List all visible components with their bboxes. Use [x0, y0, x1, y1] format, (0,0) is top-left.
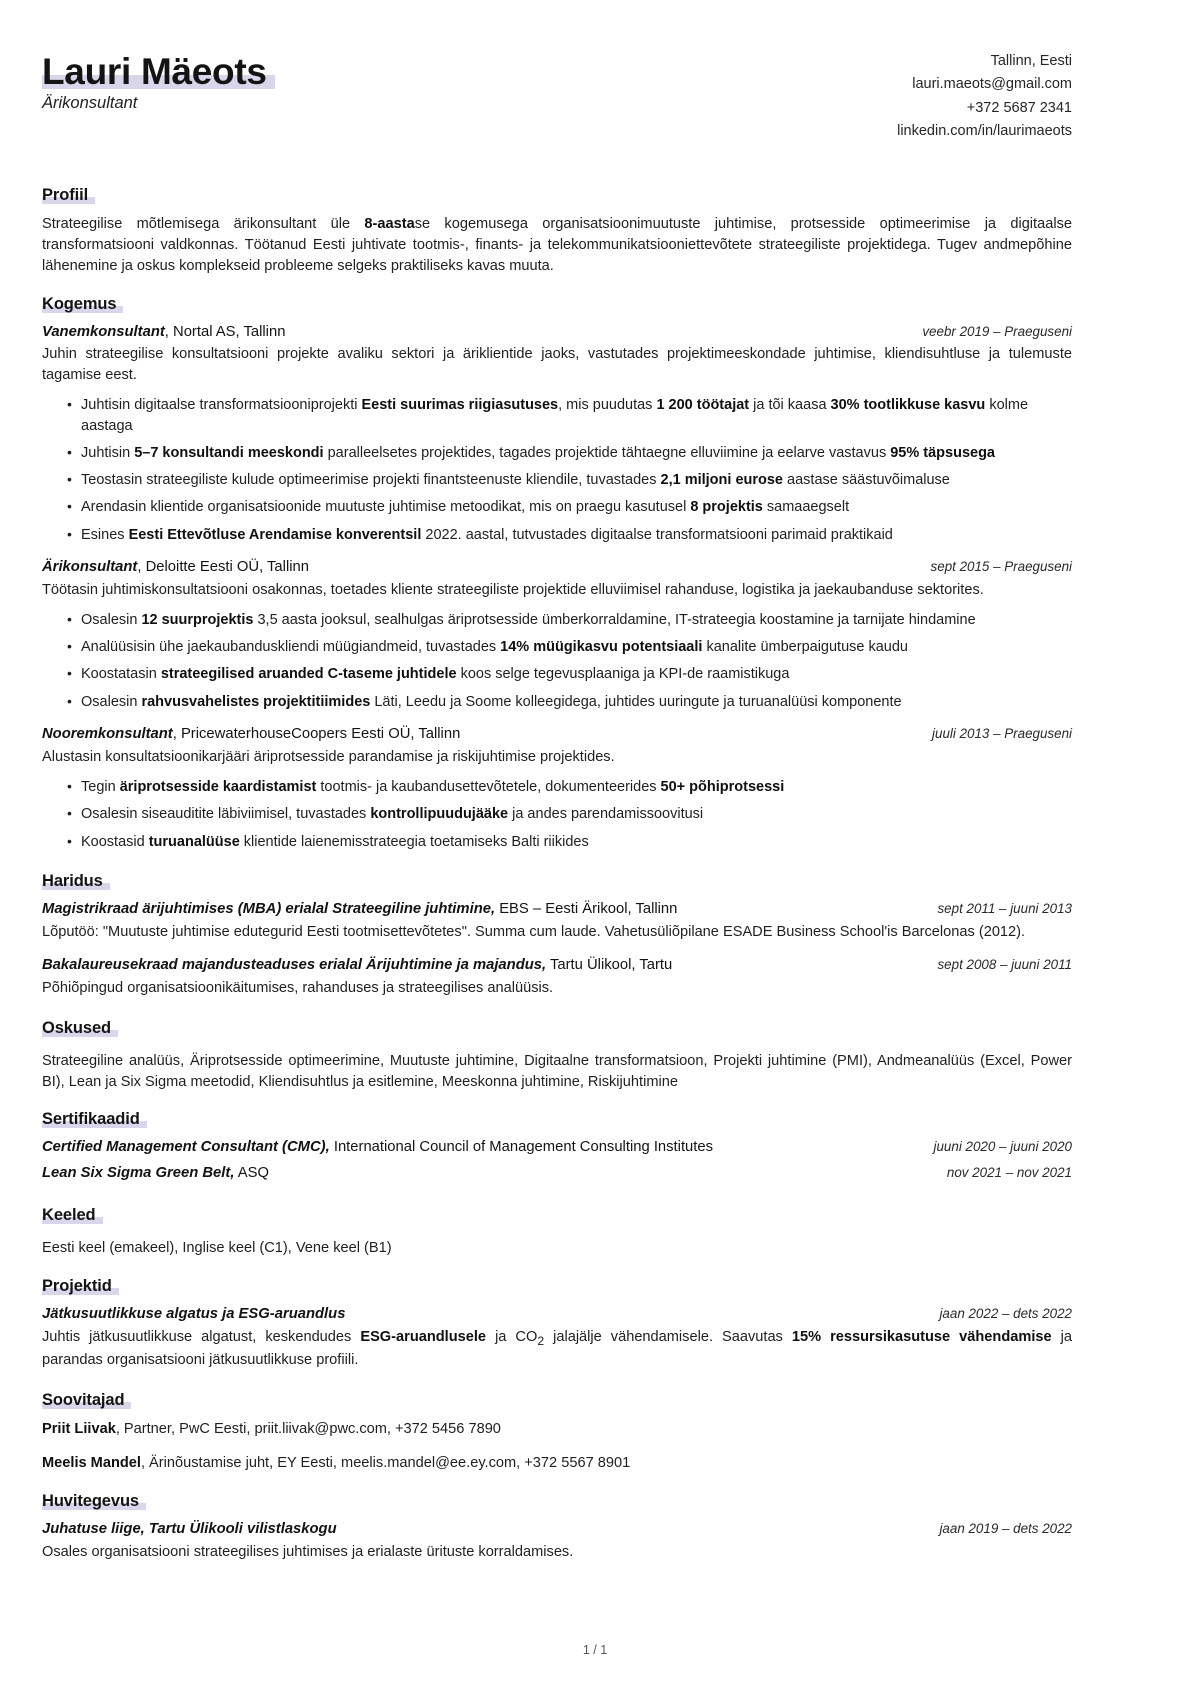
contact-location: Tallinn, Eesti — [990, 53, 1072, 69]
section-title-references: Soovitajad — [42, 1391, 125, 1410]
candidate-name: Lauri Mäeots — [42, 51, 267, 92]
experience-entry — [42, 725, 1072, 852]
section-title-education: Haridus — [42, 872, 103, 891]
education-entry-date: sept 2011 – juuni 2013 — [937, 901, 1072, 917]
experience-bullet: • Juhtisin digitaalse transformatsiooniprojekti Eesti suurimas riigiasutuses, mis puudutas 1 200 töötajat ja tõi kaasa 30% tootlikkuse kasvu kolme aastaga — [67, 395, 1072, 436]
section-title-certificates: Sertifikaadid — [42, 1110, 140, 1129]
page-footer: 1 / 1 — [582, 1643, 608, 1657]
experience-bullet: • Teostasin strateegiliste kulude optimeerimise projekti finantsteenuste kliendile, tuvastades 2,1 miljoni eurose aastase säästuvõimaluse — [67, 470, 1072, 491]
activity-entry-date: jaan 2019 – dets 2022 — [939, 1520, 1072, 1536]
experience-entry-title: Nooremkonsultant, PricewaterhouseCoopers Eesti OÜ, Tallinn — [42, 726, 461, 743]
experience-entry-title: Vanemkonsultant, Nortal AS, Tallinn — [42, 323, 286, 340]
activity-entry-title: Juhatuse liige, Tartu Ülikooli vilistlaskogu — [42, 1520, 337, 1537]
education-entry-head — [42, 900, 1072, 920]
section-title-languages: Keeled — [42, 1206, 96, 1225]
section-title-experience: Kogemus — [42, 294, 117, 313]
references-list — [42, 1419, 1072, 1473]
experience-bullet-list — [42, 395, 1072, 545]
contact-phone[interactable]: +372 5687 2341 — [966, 99, 1072, 116]
project-entry-description: Juhtis jätkusuutlikkuse algatust, keskendudes ESG-aruandlusele ja $CO_2$ jalajälje vähendamisele. Saavutas 15% ressursikasutuse vähendamise ja parandas organisatsiooni jätkusuutlikkuse profiili. — [42, 1329, 1073, 1369]
experience-bullet: • Osalesin siseauditite läbiviimisel, tuvastades kontrollipuudujääke ja andes parendamissoovitusi — [67, 804, 1072, 825]
section-title-projects: Projektid — [42, 1277, 112, 1296]
experience-bullet-list — [42, 610, 1072, 712]
experience-bullet-list — [42, 777, 1072, 852]
profile-text — [42, 214, 1072, 277]
education-entry-head — [42, 956, 1072, 976]
experience-entry — [42, 558, 1072, 712]
experience-entry-description: Töötasin juhtimiskonsultatsiooni osakonnas, toetades kliente strateegiliste projektide elluviimisel rahanduse, logistika ja jaekaubanduse sektorites. — [42, 582, 984, 599]
certificates-list — [42, 1138, 1072, 1184]
section-languages — [42, 1190, 1072, 1259]
experience-entry-head — [42, 558, 1072, 578]
experience-bullet: • Analüüsisin ühe jaekaubanduskliendi müügiandmeid, tuvastades 14% müügikasvu potentsiaali kanalite ümberpaigutuse kaudu — [67, 637, 1072, 658]
section-title-skills: Oskused — [42, 1018, 111, 1037]
section-projects — [42, 1261, 1072, 1371]
activity-entry-description: Osales organisatsiooni strateegilises juhtimises ja erialaste ürituste korraldamises. — [42, 1543, 574, 1560]
languages-text: Eesti keel (emakeel), Inglise keel (C1), Vene keel (B1) — [42, 1240, 392, 1257]
project-entry-head — [42, 1305, 1072, 1325]
experience-entry-description: Alustasin konsultatsioonikarjääri äriprotsesside parandamise ja riskijuhtimise projektides. — [42, 749, 615, 766]
candidate-role: Ärikonsultant — [42, 94, 138, 113]
education-entry-title: Bakalaureusekraad majandusteaduses erialal Ärijuhtimine ja majandus, Tartu Ülikool, Tartu — [42, 957, 673, 974]
contact-email[interactable]: lauri.maeots@gmail.com — [912, 76, 1072, 93]
education-entry-title: Magistrikraad ärijuhtimises (MBA) erialal Strateegiline juhtimine, EBS – Eesti Ärikool, Tallinn — [42, 901, 678, 918]
certificate-entry-date: nov 2021 – nov 2021 — [946, 1165, 1072, 1181]
certificate-entry — [42, 1138, 1072, 1158]
reference-line: Priit Liivak, Partner, PwC Eesti, priit.liivak@pwc.com, +372 5456 7890 — [42, 1421, 501, 1438]
experience-entry-date: veebr 2019 – Praeguseni — [922, 323, 1072, 339]
experience-entry-head — [42, 725, 1072, 745]
project-entry — [42, 1305, 1072, 1371]
experience-bullet: • Koostatasin strateegilised aruanded C-taseme juhtidele koos selge tegevusplaaniga ja KPI-de raamistikuga — [67, 664, 1072, 685]
experience-entry-head — [42, 323, 1072, 343]
reference-name: Meelis Mandel — [42, 1454, 141, 1471]
experience-bullet: • Koostasid turuanalüüse klientide laienemisstrateegia toetamiseks Balti riikides — [67, 832, 1072, 853]
experience-list — [42, 323, 1072, 853]
education-list — [42, 900, 1072, 998]
experience-entry-description: Juhin strateegilise konsultatsiooni projekte avaliku sektori ja äriklientide jaoks, vastutades projektimeeskondade juhtimise, kliendisuhtluse ja tulemuste tagamise eest. — [42, 346, 1072, 384]
education-entry — [42, 900, 1072, 943]
certificate-entry-head — [42, 1164, 1072, 1184]
reference-name: Priit Liivak — [42, 1421, 116, 1438]
experience-bullet: • Tegin äriprotsesside kaardistamist tootmis- ja kaubandusettevõtetele, dokumenteerides 50+ põhiprotsessi — [67, 777, 1072, 798]
experience-bullet: • Osalesin rahvusvahelistes projektitiimides Läti, Leedu ja Soome kolleegidega, juhtides uuringute ja turuanalüüsi komponente — [67, 692, 1072, 713]
education-entry-description: Lõputöö: "Muutuste juhtimise edutegurid Eesti tootmisettevõtetes". Summa cum laude. Vahetusüliõpilane ESADE Business School'is Barcelonas (2012). — [42, 924, 1026, 941]
skills-text: Strateegiline analüüs, Äriprotsesside optimeerimine, Muutuste juhtimine, Digitaalne transformatsioon, Projekti juhtimine (PMI), Andmeanalüüs (Excel, Power BI), Lean ja Six Sigma meetodid, Kliendisuhtlus ja esitlemine, Meeskonna juhtimine, Riskijuhtimine — [42, 1052, 1072, 1090]
co2-subscript: 2 — [537, 1334, 545, 1349]
contact-linkedin[interactable]: linkedin.com/in/laurimaeots — [897, 123, 1072, 140]
contact-block — [897, 44, 1072, 144]
activities-list — [42, 1520, 1072, 1563]
section-education — [42, 856, 1072, 998]
cv-header — [42, 44, 1072, 144]
experience-bullet: • Juhtisin 5–7 konsultandi meeskondi paralleelsetes projektides, tagades projektide tähtaegne elluviimine ja eelarve vastavus 95% täpsusega — [67, 443, 1072, 464]
certificate-entry — [42, 1164, 1072, 1184]
certificate-entry-title: Certified Management Consultant (CMC), International Council of Management Consulting Institutes — [42, 1139, 714, 1156]
project-entry-title: Jätkusuutlikkuse algatus ja ESG-aruandlus — [42, 1306, 346, 1323]
project-entry-date: jaan 2022 – dets 2022 — [939, 1306, 1072, 1322]
section-certificates — [42, 1094, 1072, 1184]
experience-bullet: • Esines Eesti Ettevõtluse Arendamise konverentsil 2022. aastal, tutvustades digitaalse transformatsiooni parimaid praktikaid — [67, 525, 1072, 546]
section-references — [42, 1375, 1072, 1473]
profile-text-part-2: se kogemusega organisatsioonimuutuste juhtimise, protsesside optimeerimise ja digitaalse transformatsiooni valdkonnas. Töötanud Eesti juhtivate tootmis-, finants- ja telekommunikatsiooniettevõtete strateegiliste projektidega. Tugev andmepõhine lähenemine ja oskus komplekseid probleeme selgeks praktiliseks kavas muuta. — [42, 215, 1072, 274]
profile-text-highlight: 8-aasta — [364, 215, 415, 232]
experience-entry — [42, 323, 1072, 546]
section-title-profile: Profiil — [42, 185, 89, 204]
activity-entry-head — [42, 1520, 1072, 1540]
projects-list — [42, 1305, 1072, 1371]
certificate-entry-date: juuni 2020 – juuni 2020 — [933, 1139, 1072, 1155]
education-entry-date: sept 2008 – juuni 2011 — [937, 957, 1072, 973]
experience-bullet: • Osalesin 12 suurprojektis 3,5 aasta jooksul, sealhulgas äriprotsesside ümberkorraldamine, IT-strateegia koostamine ja tarnijate hindamine — [67, 610, 1072, 631]
activity-entry — [42, 1520, 1072, 1563]
section-profile — [42, 170, 1072, 277]
reference-line: Meelis Mandel, Ärinõustamise juht, EY Eesti, meelis.mandel@ee.ey.com, +372 5567 8901 — [42, 1454, 631, 1471]
experience-entry-date: sept 2015 – Praeguseni — [930, 559, 1072, 575]
section-experience — [42, 279, 1072, 853]
experience-entry-title: Ärikonsultant, Deloitte Eesti OÜ, Tallinn — [42, 559, 309, 576]
section-activities — [42, 1476, 1072, 1563]
profile-text-part-1: Strateegilise mõtlemisega ärikonsultant üle — [42, 215, 365, 232]
section-skills — [42, 1003, 1072, 1093]
certificate-entry-title: Lean Six Sigma Green Belt, ASQ — [42, 1165, 269, 1182]
certificate-entry-head — [42, 1138, 1072, 1158]
education-entry-description: Põhiõpingud organisatsioonikäitumises, rahanduses ja strateegilises analüüsis. — [42, 980, 554, 996]
education-entry — [42, 956, 1072, 999]
experience-entry-date: juuli 2013 – Praeguseni — [932, 726, 1072, 742]
identity-block — [42, 44, 267, 114]
experience-bullet: • Arendasin klientide organisatsioonide muutuste juhtimise metoodikat, mis on praegu kasutusel 8 projektis samaaegselt — [67, 497, 1072, 518]
section-title-activities: Huvitegevus — [42, 1491, 140, 1510]
